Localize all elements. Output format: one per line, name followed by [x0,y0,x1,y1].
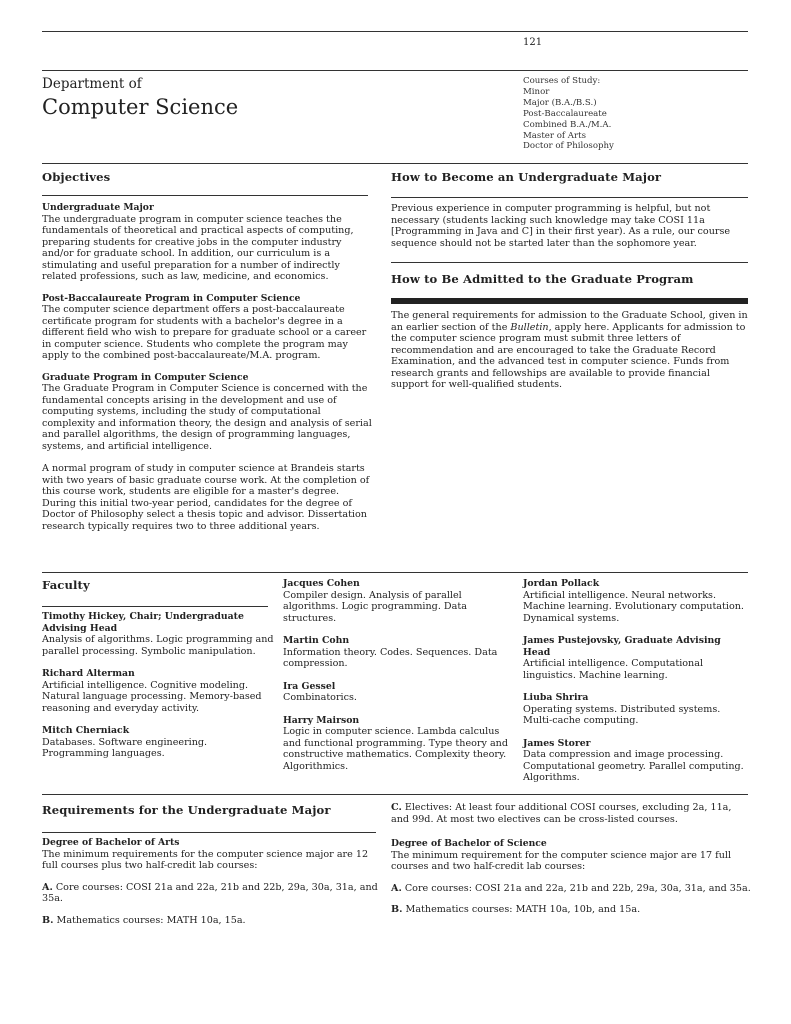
faculty-entry [283,635,512,670]
bs-core-courses [391,883,751,895]
faculty-desc: Operating systems. Distributed systems. Multi-cache computing. [523,703,721,726]
faculty-name: James Storer [523,737,591,749]
become-major-text: Previous experience in computer programming is helpful, but not necessary (students lacking such knowledge may take COSI 11a [Programming in Java and C] in their first year). As a rule, our course sequence should not be started later than the sophomore year. [391,203,731,249]
ba-b-text: Mathematics courses: MATH 10a, 15a. [53,914,246,926]
admitted-heading: How to Be Admitted to the Graduate Program [391,272,694,286]
faculty-top-rule [42,572,748,573]
electives-text [391,802,751,825]
faculty-heading: Faculty [42,578,90,592]
faculty-name: Jacques Cohen [283,578,360,589]
bs-subheading: Degree of Bachelor of Science [391,838,547,849]
faculty-entry [523,578,751,624]
objectives-top-rule [42,163,748,164]
ba-math-courses [42,915,378,927]
objectives-heading-rule [42,195,368,196]
faculty-entry [523,635,751,681]
faculty-entry [42,725,274,760]
faculty-col-2 [283,578,512,772]
become-major-heading: How to Become an Undergraduate Major [391,170,662,184]
bulletin-title: Bulletin [510,321,549,333]
post-bacc-text: The computer science department offers a post-baccalaureate certificate program for students with a bachelor's degree in a different field who wish to prepare for graduate school or a career in computer science. Students who complete the program may apply to the combined post-baccalaureate/M.A. program. [42,304,367,361]
ba-b-label: B. [42,914,54,926]
faculty-desc: Logic in computer science. Lambda calculus and functional programming. Type theory and constructive mathematics. Complexity theory. Algorithmics. [283,726,508,772]
ba-block [42,837,378,926]
requirements-heading-rule [42,832,376,833]
faculty-name: James Pustejovsky, Graduate Advising Head [523,635,721,658]
c-label: C. [391,802,402,813]
faculty-desc: Databases. Software engineering. Programming languages. [42,736,208,759]
ba-subheading: Degree of Bachelor of Arts [42,837,180,848]
faculty-heading-rule [42,606,268,607]
grad-program-text-2: A normal program of study in computer science at Brandeis starts with two years of basic graduate course work. At the completion of this course work, students are eligible for a master's degree. During this initial two-year period, candidates for the degree of Doctor of Philosophy select a thesis topic and advisor. Dissertation research typically requires two to three additional years. [42,463,370,532]
bs-block [391,802,751,916]
faculty-name: Harry Mairson [283,714,360,726]
faculty-name: Mitch Cherniack [42,725,130,736]
dept-of-label: Department of [42,76,142,92]
faculty-desc: Analysis of algorithms. Logic programming and parallel processing. Symbolic manipulation. [42,634,274,657]
ba-core-courses [42,882,378,905]
page-number: 121 [523,37,543,48]
requirements-top-rule [42,794,748,795]
faculty-desc: Combinatorics. [283,692,357,703]
faculty-col-3 [523,578,751,784]
grad-program-subheading: Graduate Program in Computer Science [42,371,249,383]
courses-of-study-item: Minor [523,86,550,97]
bs-a-text: Core courses: COSI 21a and 22a, 21b and 22b, 29a, 30a, 31a, and 35a. [401,882,751,894]
top-rule [42,31,748,32]
faculty-col-1 [42,611,274,760]
faculty-entry [42,611,274,657]
requirements-heading: Requirements for the Undergraduate Major [42,803,331,817]
ba-a-text: Core courses: COSI 21a and 22a, 21b and 22b, 29a, 30a, 31a, and 35a. [42,881,378,904]
grad-program-text: The Graduate Program in Computer Science is concerned with the fundamental concepts arising in the development and use of computing systems, including the study of computational complexity and information theory, the design and analysis of serial and parallel algorithms, the design of programming languages, systems, and artificial intelligence. [42,383,372,452]
c-text: Electives: At least four additional COSI courses, excluding 2a, 11a, and 99d. At most two electives can be cross-listed courses. [391,802,732,825]
faculty-name: Ira Gessel [283,680,336,692]
faculty-desc: Data compression and image processing. Computational geometry. Parallel computing. Algorithms. [523,749,744,783]
header-rule [42,70,748,71]
faculty-entry [523,738,751,784]
objectives-body [42,202,374,532]
faculty-entry [42,668,274,714]
ba-text: The minimum requirements for the computer science major are 12 full courses plus two half-credit lab courses: [42,848,369,871]
faculty-desc: Artificial intelligence. Computational linguistics. Machine learning. [523,658,704,681]
faculty-entry [283,681,512,704]
ug-major-subheading: Undergraduate Major [42,202,154,213]
page-title: Computer Science [42,95,239,119]
ba-a-label: A. [42,881,53,893]
faculty-desc: Information theory. Codes. Sequences. Data compression. [283,646,498,669]
admitted-text [391,310,749,391]
courses-of-study-item: Master of Arts [523,130,586,141]
faculty-entry [523,692,751,727]
courses-of-study-item: Post-Baccalaureate [523,108,607,119]
courses-of-study-item: Major (B.A./B.S.) [523,97,597,108]
faculty-name: Richard Alterman [42,668,135,679]
courses-of-study-item: Combined B.A./M.A. [523,119,612,130]
bs-math-courses [391,904,751,916]
bs-a-label: A. [391,882,402,894]
become-major-rule [391,197,748,198]
courses-of-study-item: Courses of Study: [523,76,601,86]
bs-b-text: Mathematics courses: MATH 10a, 10b, and 15a. [402,904,641,915]
faculty-desc: Artificial intelligence. Cognitive modeling. Natural language processing. Memory-based reasoning and everyday activity. [42,679,262,714]
faculty-name: Timothy Hickey, Chair; Undergraduate Advising Head [42,611,244,634]
admitted-text-b: , apply here. Applicants for admission to the computer science program must submit three letters of recommendation and are encouraged to take the Graduate Record Examination, and the advanced test in computer science. Funds from research grants and fellowships are available to provide financial support for well-qualified students. [391,321,746,390]
bs-b-label: B. [391,904,403,915]
courses-of-study-list [523,76,614,152]
admitted-text-a: The general requirements for admission to the Graduate School, given in an earlier section of the [391,310,748,333]
admitted-top-rule [391,262,748,263]
admitted-thick-rule [391,298,748,304]
courses-of-study-item: Doctor of Philosophy [523,141,614,152]
bs-text: The minimum requirement for the computer science major are 17 full courses and two half-credit lab courses: [391,849,732,872]
faculty-desc: Compiler design. Analysis of parallel algorithms. Logic programming. Data structures. [283,589,467,624]
ug-major-text: The undergraduate program in computer science teaches the fundamentals of theoretical and practical aspects of computing, preparing students for creative jobs in the computer industry and/or for graduate school. In addition, our curriculum is a stimulating and useful preparation for a number of indirectly related professions, such as law, medicine, and economics. [42,213,354,282]
faculty-name: Martin Cohn [283,635,350,646]
faculty-entry [283,578,512,624]
faculty-entry [283,715,512,773]
faculty-name: Liuba Shrira [523,692,589,703]
faculty-name: Jordan Pollack [523,578,600,589]
post-bacc-subheading: Post-Baccalaureate Program in Computer Science [42,292,301,304]
faculty-desc: Artificial intelligence. Neural networks. Machine learning. Evolutionary computation. Dynamical systems. [523,589,744,624]
objectives-heading: Objectives [42,170,111,184]
